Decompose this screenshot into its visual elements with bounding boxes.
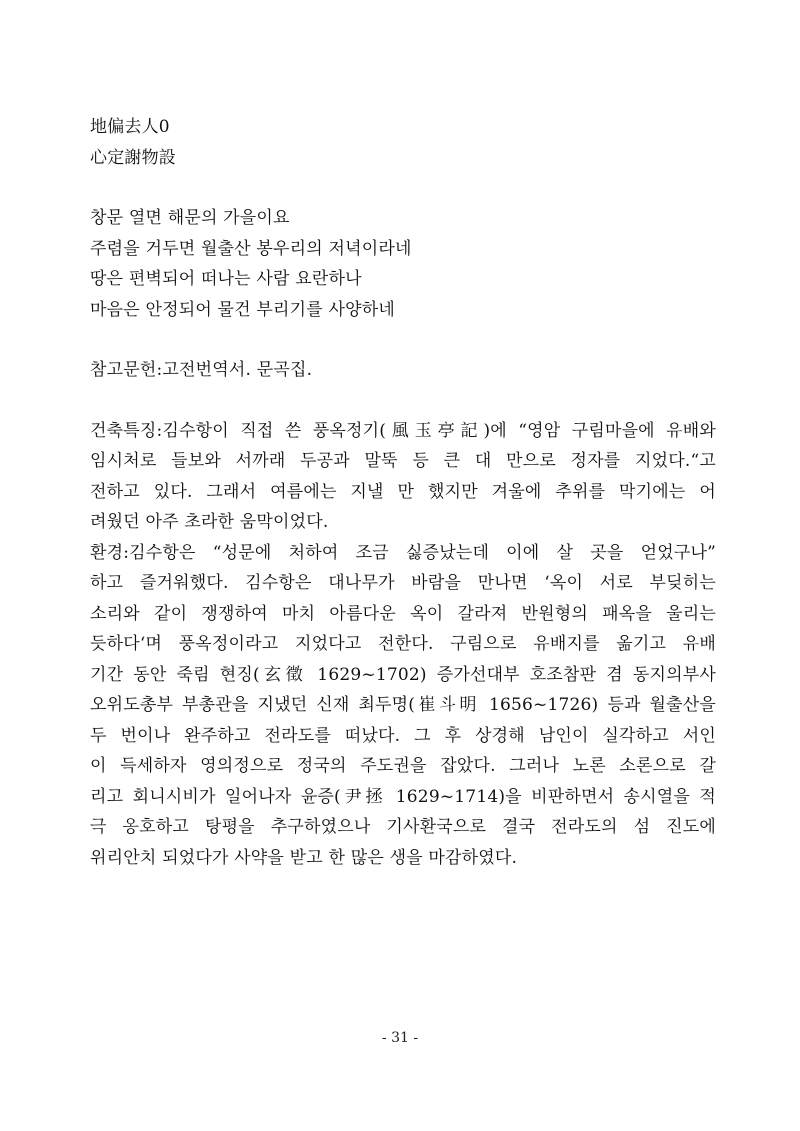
poem-translation-line: 주렴을 거두면 월출산 봉우리의 저녁이라네 (90, 238, 412, 259)
paragraph-line: 건축특징:김수항이 직접 쓴 풍옥정기(風玉亭記)에 “영암 구림마을에 유배와 (90, 420, 716, 441)
architecture-paragraph (90, 416, 716, 538)
poem-original (90, 112, 716, 173)
poem-original-line: 地偏去人0 (90, 117, 170, 137)
page-content (90, 112, 716, 873)
paragraph-line: 리고 회니시비가 일어나자 윤증(尹拯 1629~1714)을 비판하면서 송시열을 적 (90, 786, 716, 807)
paragraph-line: 극 옹호하고 탕평을 추구하였으나 기사환국으로 결국 전라도의 섬 진도에 (90, 817, 716, 837)
paragraph-line: 오위도총부 부총관을 지냈던 신재 최두명(崔斗明 1656~1726) 등과 월출산을 (90, 695, 716, 715)
paragraph-line: 기간 동안 죽림 현징(玄徵 1629~1702) 증가선대부 호조참판 겸 동지의부사 (90, 664, 716, 685)
paragraph-line: 전하고 있다. 그래서 여름에는 지낼 만 했지만 겨울에 추위를 막기에는 어 (90, 481, 716, 502)
poem-translation-line: 창문 열면 해문의 가을이요 (90, 208, 290, 228)
page-number: - 31 - (381, 1030, 419, 1046)
poem-translation (90, 203, 716, 325)
reference-text: 참고문헌:고전번역서. 문곡집. (90, 360, 313, 380)
paragraph-line: 위리안치 되었다가 사약을 받고 한 많은 생을 마감하였다. (90, 847, 518, 868)
paragraph-line: 듯하다‘며 풍옥정이라고 지었다고 전한다. 구림으로 유배지를 옮기고 유배 (90, 634, 716, 654)
paragraph-line: 하고 즐거워했다. 김수항은 대나무가 바람을 만나면 ‘옥이 서로 부딪히는 (90, 573, 716, 593)
paragraph-line: 이 득세하자 영의정으로 정국의 주도권을 잡았다. 그러나 노론 소론으로 갈 (90, 756, 716, 776)
paragraph-line: 환경:김수항은 “성문에 처하여 조금 싫증났는데 이에 살 곳을 얻었구나” (90, 542, 716, 563)
poem-translation-line: 땅은 편벽되어 떠나는 사람 요란하나 (90, 269, 362, 289)
paragraph-line: 려웠던 아주 초라한 움막이었다. (90, 512, 329, 532)
poem-original-line: 心定謝物設 (90, 147, 176, 168)
paragraph-line: 임시처로 들보와 서까래 두공과 말뚝 등 큰 대 만으로 정자를 지었다.“고 (90, 451, 716, 471)
poem-translation-line: 마음은 안정되어 물건 부리기를 사양하네 (90, 299, 395, 320)
paragraph-line: 소리와 같이 쟁쟁하여 마치 아름다운 옥이 갈라져 반원형의 패옥을 울리는 (90, 603, 716, 624)
reference-section (90, 355, 716, 386)
environment-paragraph (90, 538, 716, 874)
paragraph-line: 두 번이나 완주하고 전라도를 떠났다. 그 후 상경해 남인이 실각하고 서인 (90, 725, 716, 746)
